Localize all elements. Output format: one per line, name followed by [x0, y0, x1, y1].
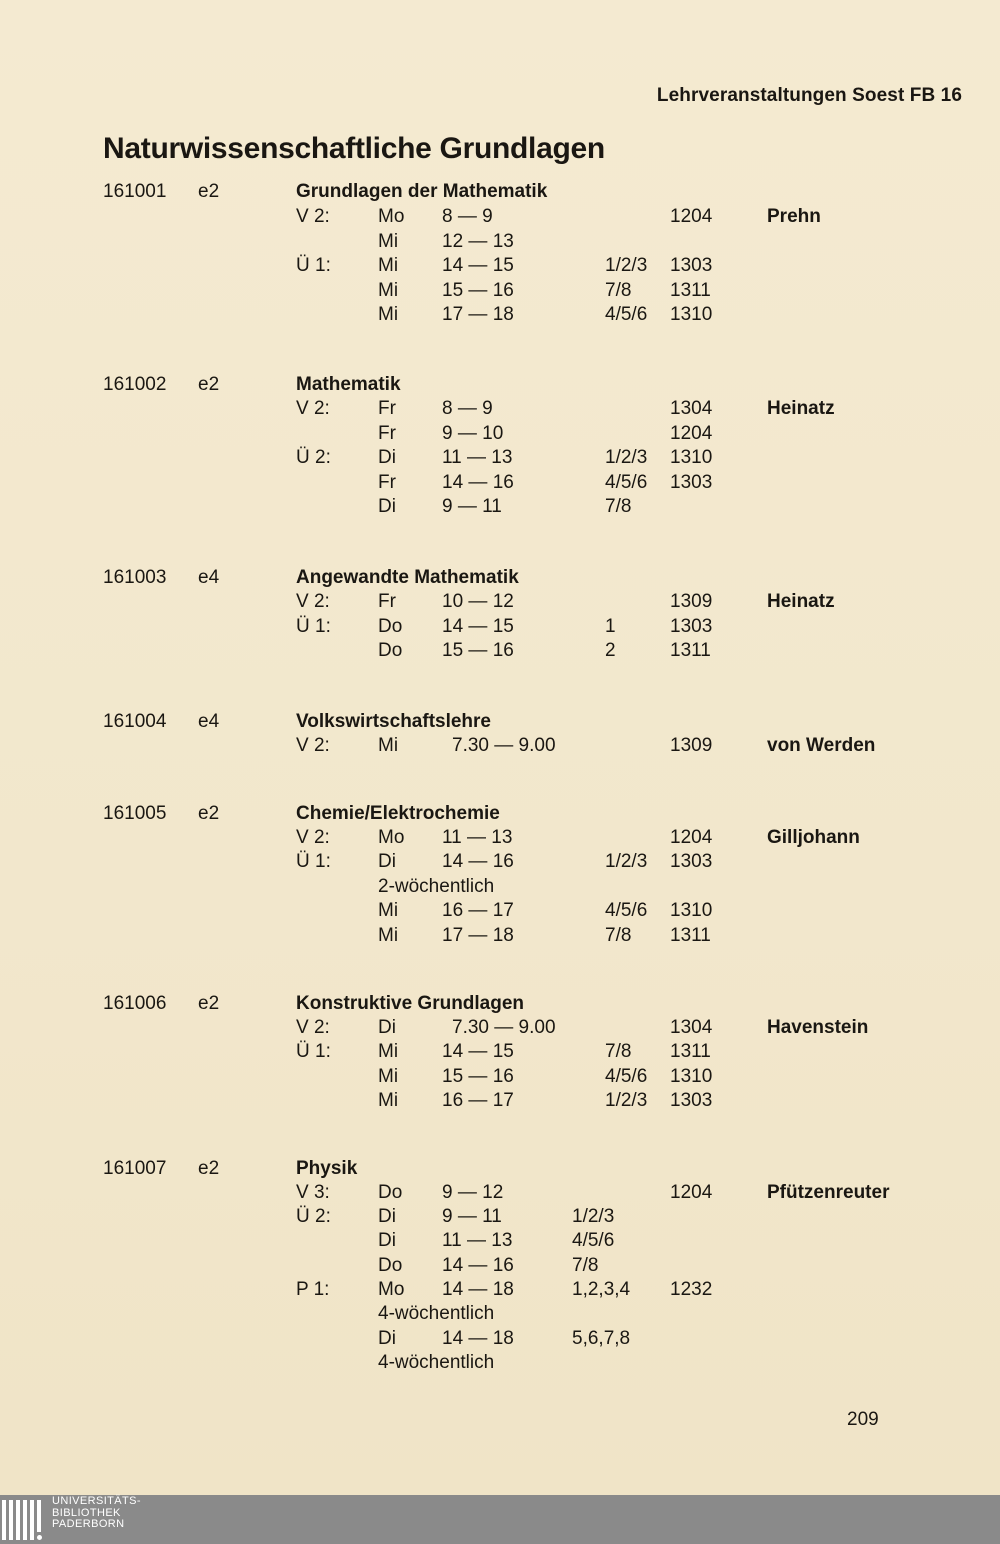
course-title: Angewandte Mathematik: [296, 567, 519, 588]
schedule-row: Mi 12 — 13: [378, 231, 514, 252]
schedule-row: V 2: Mo 11 — 13 1204 Gilljohann: [296, 827, 860, 848]
schedule-row: Mi 15 — 16 7/8 1311: [378, 280, 711, 301]
schedule-row: V 2: Di 7.30 — 9.00 1304 Havenstein: [296, 1017, 869, 1038]
library-footer: [0, 1495, 1000, 1544]
running-head: Lehrveranstaltungen Soest FB 16: [656, 85, 962, 106]
schedule-row: Mi 16 — 17 4/5/6 1310: [378, 900, 713, 921]
page-number: 209: [847, 1409, 879, 1430]
schedule-row: Fr 9 — 10 1204: [378, 423, 713, 444]
section-title: Naturwissenschaftliche Grundlagen: [103, 132, 605, 165]
schedule-row: Ü 2: Di 11 — 13 1/2/3 1310: [296, 447, 713, 468]
lecturer: Gilljohann: [767, 827, 860, 848]
lecturer: Pfützenreuter: [767, 1182, 890, 1203]
course-title: Mathematik: [296, 374, 401, 395]
schedule-row: Ü 1: Di 14 — 16 1/2/3 1303: [296, 851, 713, 872]
schedule-row: Di 11 — 13 4/5/6: [378, 1230, 615, 1251]
course-number: 161003: [103, 567, 167, 588]
course-title: Chemie/Elektrochemie: [296, 803, 500, 824]
lecturer: von Werden: [767, 735, 876, 756]
course-code: e2: [198, 181, 220, 202]
schedule-row: Mi 17 — 18 4/5/6 1310: [378, 304, 713, 325]
lecturer: Heinatz: [767, 591, 835, 612]
schedule-row: Mi 17 — 18 7/8 1311: [378, 925, 711, 946]
course-number: 161007: [103, 1158, 167, 1179]
course-number: 161001: [103, 181, 167, 202]
schedule-row: Do 14 — 16 7/8: [378, 1255, 599, 1276]
lecturer: Havenstein: [767, 1017, 869, 1038]
schedule-row: Ü 2: Di 9 — 11 1/2/3: [296, 1206, 615, 1227]
schedule-row: V 2: Fr 8 — 9 1304 Heinatz: [296, 398, 835, 419]
lecturer: Heinatz: [767, 398, 835, 419]
course-number: 161002: [103, 374, 167, 395]
course-title: Physik: [296, 1158, 358, 1179]
schedule-row: Fr 14 — 16 4/5/6 1303: [378, 472, 713, 493]
schedule-row: Mi 15 — 16 4/5/6 1310: [378, 1066, 713, 1087]
schedule-row: V 3: Do 9 — 12 1204 Pfützenreuter: [296, 1182, 890, 1203]
course-title: Volkswirtschaftslehre: [296, 711, 492, 732]
schedule-note: 4-wöchentlich: [378, 1303, 495, 1324]
schedule-row: P 1: Mo 14 — 18 1,2,3,4 1232: [296, 1279, 713, 1300]
schedule-row: Ü 1: Do 14 — 15 1 1303: [296, 616, 713, 637]
schedule-row: Di 9 — 11 7/8: [378, 496, 632, 517]
schedule-note: 2-wöchentlich: [378, 876, 495, 897]
library-logo-text: UNIVERSITÄTS- BIBLIOTHEK PADERBORN: [52, 1495, 141, 1530]
schedule-note: 4-wöchentlich: [378, 1352, 495, 1373]
course-number: 161006: [103, 993, 167, 1014]
course-title: Konstruktive Grundlagen: [296, 993, 525, 1014]
schedule-row: V 2: Fr 10 — 12 1309 Heinatz: [296, 591, 835, 612]
schedule-row: Ü 1: Mi 14 — 15 1/2/3 1303: [296, 255, 713, 276]
library-logo-icon: [2, 1500, 44, 1540]
course-code: e2: [198, 374, 220, 395]
lecturer: Prehn: [767, 206, 821, 227]
schedule-row: V 2: Mo 8 — 9 1204 Prehn: [296, 206, 821, 227]
course-code: e4: [198, 711, 220, 732]
schedule-row: Do 15 — 16 2 1311: [378, 640, 711, 661]
schedule-row: Mi 16 — 17 1/2/3 1303: [378, 1090, 713, 1111]
course-title: Grundlagen der Mathematik: [296, 181, 548, 202]
course-code: e2: [198, 1158, 220, 1179]
course-code: e2: [198, 803, 220, 824]
course-number: 161004: [103, 711, 167, 732]
schedule-row: Ü 1: Mi 14 — 15 7/8 1311: [296, 1041, 711, 1062]
course-code: e4: [198, 567, 220, 588]
schedule-row: Di 14 — 18 5,6,7,8: [378, 1328, 631, 1349]
course-code: e2: [198, 993, 220, 1014]
course-number: 161005: [103, 803, 167, 824]
schedule-row: V 2: Mi 7.30 — 9.00 1309 von Werden: [296, 735, 876, 756]
